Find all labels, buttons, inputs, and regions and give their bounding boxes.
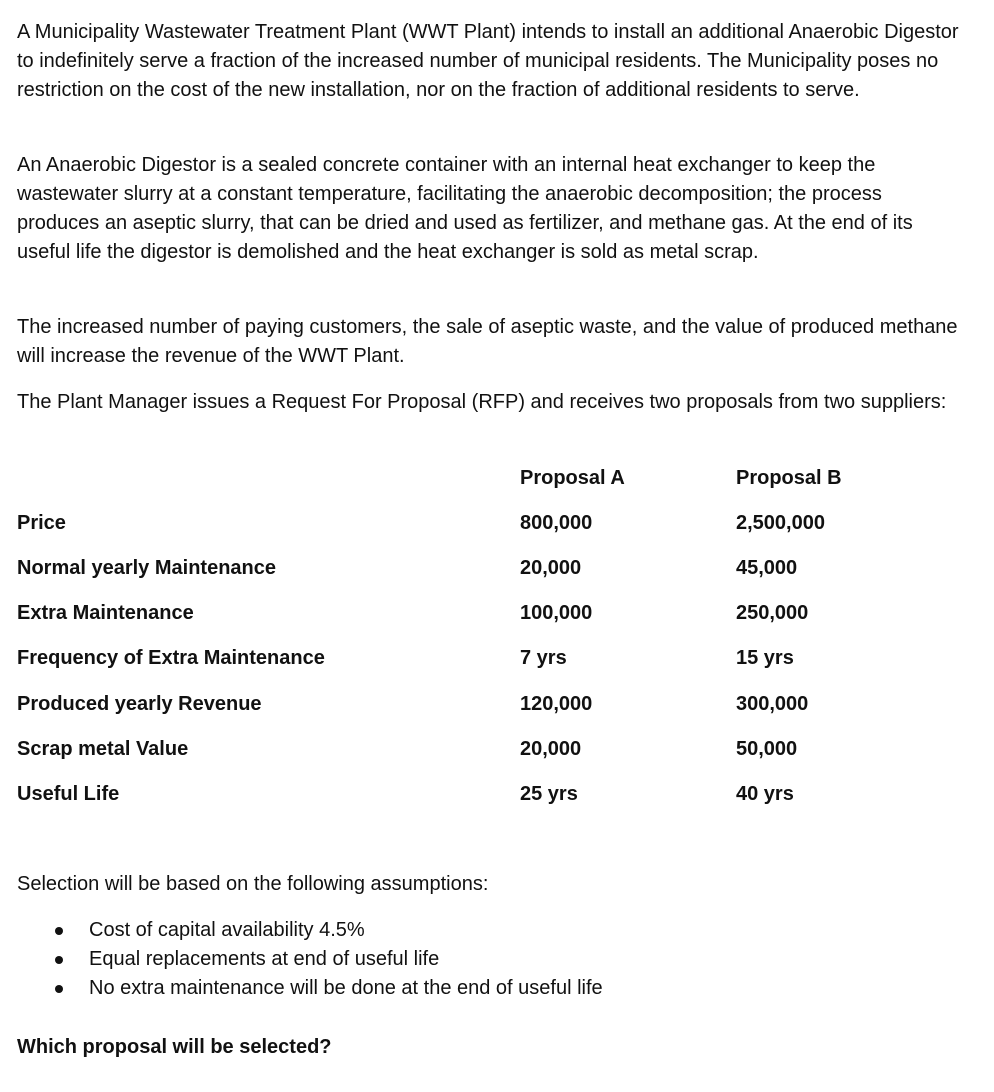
proposal-a-value: 800,000: [520, 512, 593, 534]
intro-paragraph-1: A Municipality Wastewater Treatment Plant (WWT Plant) intends to install an additional Anaerobic Digestor to indefinitely serve a fraction of the increased number of municipal residents. The Municipality poses no restriction on the cost of the new installation, nor on the fraction of additional residents to serve.: [17, 21, 959, 101]
proposal-a-value: 25 yrs: [520, 783, 578, 805]
proposal-a-value: 100,000: [520, 602, 593, 624]
proposal-b-value: 40 yrs: [736, 783, 794, 805]
table-row: [17, 599, 967, 627]
proposal-b-value: 2,500,000: [736, 512, 825, 534]
row-label: Produced yearly Revenue: [17, 693, 262, 715]
row-label: Price: [17, 512, 66, 534]
header-proposal-a: Proposal A: [520, 467, 625, 489]
row-label: Useful Life: [17, 783, 120, 805]
intro-paragraph-4: The Plant Manager issues a Request For Proposal (RFP) and receives two proposals from two suppliers:: [17, 391, 947, 413]
table-row: [17, 644, 967, 672]
list-item: [17, 945, 603, 974]
proposal-b-value: 50,000: [736, 738, 798, 760]
assumption-text: Cost of capital availability 4.5%: [89, 919, 365, 941]
table-row: [17, 554, 967, 582]
header-proposal-b: Proposal B: [736, 467, 842, 489]
row-label: Scrap metal Value: [17, 738, 189, 760]
assumption-text: No extra maintenance will be done at the end of useful life: [89, 977, 603, 999]
table-row: [17, 690, 967, 718]
table-header-row: [17, 464, 967, 492]
proposal-b-value: 15 yrs: [736, 647, 794, 669]
proposal-b-value: 250,000: [736, 602, 809, 624]
row-label: Extra Maintenance: [17, 602, 194, 624]
bullet-icon: [55, 985, 63, 993]
proposal-a-value: 20,000: [520, 557, 582, 579]
proposal-a-value: 20,000: [520, 738, 582, 760]
assumptions-intro: Selection will be based on the following assumptions:: [17, 873, 489, 895]
bullet-icon: [55, 927, 63, 935]
row-label: Normal yearly Maintenance: [17, 557, 276, 579]
table-row: [17, 780, 967, 808]
intro-paragraph-3: The increased number of paying customers, the sale of aseptic waste, and the value of produced methane will increase the revenue of the WWT Plant.: [17, 316, 958, 367]
list-item: [17, 974, 603, 1003]
table-row: [17, 509, 967, 537]
question-text: Which proposal will be selected?: [17, 1036, 332, 1058]
assumptions-list: [17, 916, 603, 1003]
proposal-a-value: 7 yrs: [520, 647, 567, 669]
intro-paragraph-2: An Anaerobic Digestor is a sealed concrete container with an internal heat exchanger to keep the wastewater slurry at a constant temperature, facilitating the anaerobic decomposition; the process produces an aseptic slurry, that can be dried and used as fertilizer, and methane gas. At the end of its useful life the digestor is demolished and the heat exchanger is sold as metal scrap.: [17, 154, 913, 263]
proposal-b-value: 300,000: [736, 693, 809, 715]
proposal-a-value: 120,000: [520, 693, 593, 715]
bullet-icon: [55, 956, 63, 964]
list-item: [17, 916, 603, 945]
proposal-b-value: 45,000: [736, 557, 798, 579]
row-label: Frequency of Extra Maintenance: [17, 647, 325, 669]
table-row: [17, 735, 967, 763]
assumption-text: Equal replacements at end of useful life: [89, 948, 440, 970]
